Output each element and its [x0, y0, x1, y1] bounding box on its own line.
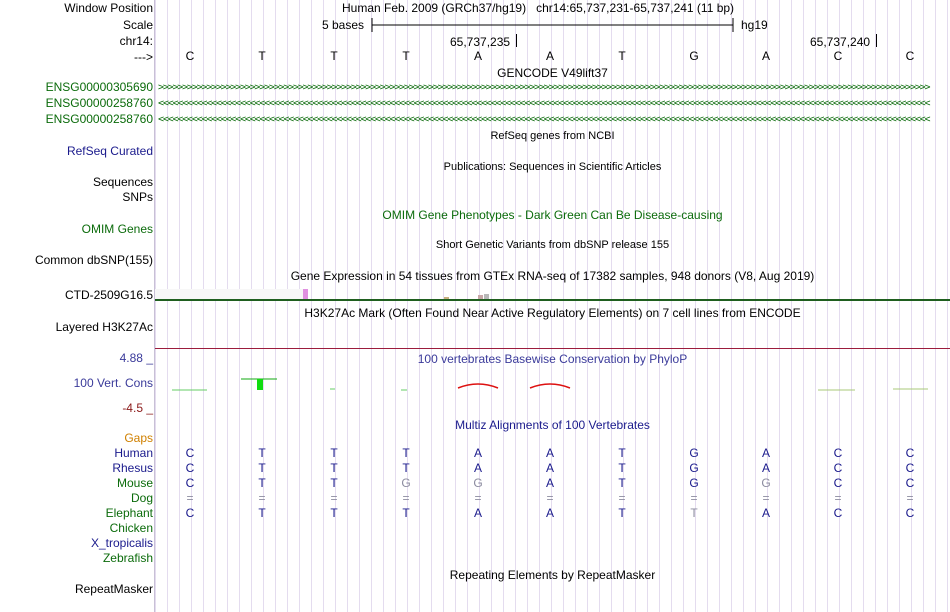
sequences-label[interactable]: Sequences [92, 175, 153, 189]
alignment-base: C [185, 506, 195, 520]
alignment-base: G [761, 476, 771, 490]
alignment-base: = [690, 491, 698, 505]
gene-label-2[interactable]: ENSG00000258760 [45, 96, 153, 110]
gene-feature-1[interactable]: >>>>>>>>>>>>>>>>>>>>>>>>>>>>>>>>>>>>>>>>>>>>>>>>>>>>>>>>>>>>>>>>>>>>>>>>>>>>>>>>>>>>>>>>>>>>>>>>>>>>>>>>>>>>>>>>>>>>>>>>>>>>>>>>>>>>>>>>>>>>>>>>>>>>>>>>>>>>>>>> [158, 82, 930, 93]
alignment-base: A [545, 476, 554, 490]
species-label[interactable]: Mouse [116, 476, 153, 490]
alignment-base: = [330, 491, 338, 505]
alignment-base: T [330, 461, 338, 475]
alignment-base: T [330, 476, 338, 490]
repeatmasker-label[interactable]: RepeatMasker [74, 582, 153, 596]
ruler-tick-mark-1 [516, 34, 517, 47]
alignment-base: G [473, 476, 483, 490]
alignment-base: A [761, 506, 770, 520]
phylop-track-title: 100 vertebrates Basewise Conservation by PhyloP [417, 352, 688, 366]
reference-base: T [402, 49, 410, 63]
scale-label: Scale [122, 18, 153, 32]
reference-base: C [833, 49, 843, 63]
dbsnp-track-title: Short Genetic Variants from dbSNP release 155 [435, 239, 670, 251]
alignment-base: T [258, 506, 266, 520]
h3k27ac-baseline [155, 348, 950, 349]
alignment-base: C [185, 476, 195, 490]
db-label: hg19 [741, 18, 768, 32]
strand-arrow-label: ---> [134, 50, 153, 64]
alignment-base: T [618, 506, 626, 520]
alignment-base: T [330, 446, 338, 460]
gene-label-1[interactable]: ENSG00000305690 [45, 80, 153, 94]
alignment-base: A [473, 506, 482, 520]
ruler-tick-2: 65,737,240 [810, 35, 871, 49]
gtex-bar-bg [155, 289, 303, 299]
ruler-tick-1: 65,737,235 [450, 35, 511, 49]
alignment-base: T [258, 446, 266, 460]
alignment-base: = [618, 491, 626, 505]
alignment-base: A [545, 506, 554, 520]
species-label[interactable]: Human [114, 446, 153, 460]
gtex-bar-1 [303, 289, 308, 299]
alignment-base: T [618, 461, 626, 475]
scale-text: 5 bases [322, 18, 365, 32]
alignment-base: A [473, 461, 482, 475]
alignment-base: T [402, 446, 410, 460]
alignment-base: A [761, 461, 770, 475]
alignment-base: = [402, 491, 410, 505]
alignment-base: = [906, 491, 914, 505]
alignment-base: A [473, 446, 482, 460]
alignment-base: C [833, 476, 843, 490]
reference-base: T [258, 49, 266, 63]
alignment-base: C [833, 446, 843, 460]
gtex-track-title: Gene Expression in 54 tissues from GTEx RNA-seq of 17382 samples, 948 donors (V8, Aug 2019) [290, 269, 815, 283]
chrom-label: chr14: [119, 34, 153, 48]
multiz-track-title: Multiz Alignments of 100 Vertebrates [455, 418, 650, 432]
reference-base: A [473, 49, 482, 63]
reference-base: C [905, 49, 915, 63]
alignment-base: G [689, 446, 699, 460]
alignment-base: T [258, 461, 266, 475]
phylop-label[interactable]: 100 Vert. Cons [73, 376, 153, 390]
refseq-track-title: RefSeq genes from NCBI [490, 130, 615, 142]
species-label[interactable]: Rhesus [112, 461, 153, 475]
alignment-base: = [474, 491, 482, 505]
refseq-label[interactable]: RefSeq Curated [66, 144, 153, 158]
window-position-label: Window Position [64, 1, 153, 15]
alignment-base: G [689, 461, 699, 475]
reference-base: C [185, 49, 195, 63]
phylop-max-label: 4.88 _ [119, 351, 153, 365]
alignment-base: T [690, 506, 698, 520]
gene-feature-3[interactable]: <<<<<<<<<<<<<<<<<<<<<<<<<<<<<<<<<<<<<<<<<<<<<<<<<<<<<<<<<<<<<<<<<<<<<<<<<<<<<<<<<<<<<<<<<<<<<<<<<<<<<<<<<<<<<<<<<<<<<<<<<<<<<<<<<<<<<<<<<<<<<<<<<<<<<<<<<<<<<<<< [158, 114, 930, 125]
snps-label[interactable]: SNPs [122, 190, 153, 204]
gene-label-3[interactable]: ENSG00000258760 [45, 112, 153, 126]
h3k27ac-label[interactable]: Layered H3K27Ac [55, 320, 153, 334]
alignment-base: C [905, 446, 915, 460]
species-label[interactable]: X_tropicalis [90, 536, 153, 550]
reference-base: A [545, 49, 554, 63]
dbsnp-label[interactable]: Common dbSNP(155) [34, 253, 153, 267]
gene-feature-2[interactable]: <<<<<<<<<<<<<<<<<<<<<<<<<<<<<<<<<<<<<<<<<<<<<<<<<<<<<<<<<<<<<<<<<<<<<<<<<<<<<<<<<<<<<<<<<<<<<<<<<<<<<<<<<<<<<<<<<<<<<<<<<<<<<<<<<<<<<<<<<<<<<<<<<<<<<<<<<<<<<<<< [158, 98, 930, 109]
scale-bar [370, 16, 736, 34]
publications-track-title: Publications: Sequences in Scientific Articles [443, 161, 662, 173]
reference-base: A [761, 49, 770, 63]
species-label[interactable]: Elephant [105, 506, 153, 520]
ruler-tick-mark-2 [876, 34, 877, 47]
alignment-base: G [689, 476, 699, 490]
phylop-min-label: -4.5 _ [122, 401, 153, 415]
alignment-base: C [833, 506, 843, 520]
reference-base: T [618, 49, 626, 63]
alignment-base: = [546, 491, 554, 505]
alignment-base: = [834, 491, 842, 505]
alignment-base: A [761, 446, 770, 460]
alignment-base: C [905, 476, 915, 490]
omim-track-title: OMIM Gene Phenotypes - Dark Green Can Be Disease-causing [382, 208, 723, 222]
alignment-base: C [185, 446, 195, 460]
alignment-base: A [545, 446, 554, 460]
phylop-graph [155, 372, 950, 394]
gtex-gene-label[interactable]: CTD-2509G16.5 [64, 288, 153, 302]
alignment-base: A [545, 461, 554, 475]
alignment-base: = [258, 491, 266, 505]
alignment-base: C [905, 506, 915, 520]
omim-label[interactable]: OMIM Genes [81, 222, 153, 236]
gencode-track-title: GENCODE V49lift37 [497, 66, 608, 80]
species-label[interactable]: Chicken [109, 521, 153, 535]
alignment-base: T [618, 476, 626, 490]
alignment-base: C [185, 461, 195, 475]
alignment-base: T [402, 461, 410, 475]
reference-base: T [330, 49, 338, 63]
gtex-baseline [155, 299, 950, 301]
alignment-base: = [186, 491, 194, 505]
alignment-base: = [762, 491, 770, 505]
alignment-base: C [905, 461, 915, 475]
assembly-name: Human Feb. 2009 (GRCh37/hg19) chr14:65,737,231-65,737,241 (11 bp) [342, 1, 735, 15]
species-label[interactable]: Zebrafish [102, 551, 153, 565]
repeatmasker-track-title: Repeating Elements by RepeatMasker [449, 568, 656, 582]
alignment-base: C [833, 461, 843, 475]
species-label[interactable]: Dog [130, 491, 153, 505]
h3k27ac-track-title: H3K27Ac Mark (Often Found Near Active Regulatory Elements) on 7 cell lines from ENCODE [304, 306, 801, 320]
alignment-base: G [401, 476, 411, 490]
alignment-base: T [258, 476, 266, 490]
alignment-base: T [330, 506, 338, 520]
alignment-base: T [402, 506, 410, 520]
gaps-label[interactable]: Gaps [124, 431, 153, 445]
reference-base: G [689, 49, 699, 63]
alignment-base: T [618, 446, 626, 460]
